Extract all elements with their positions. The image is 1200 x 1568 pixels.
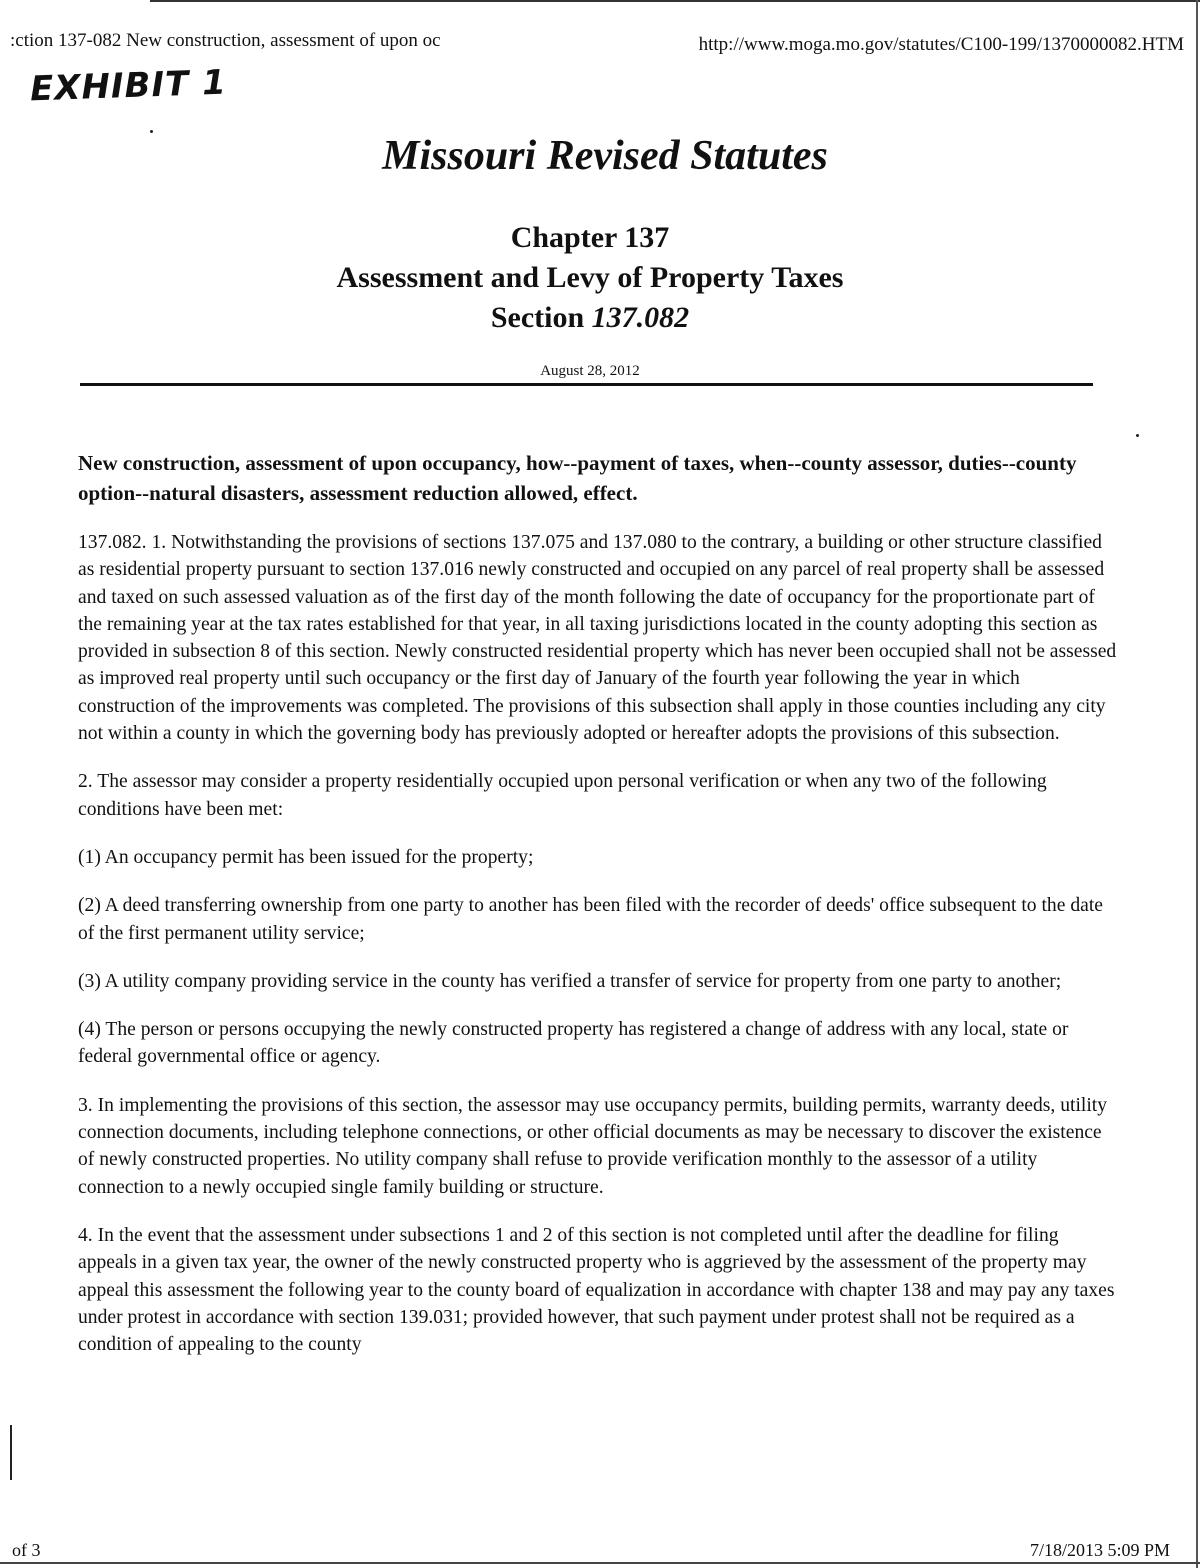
section-number: 137.082 — [591, 301, 690, 334]
section-label: Section — [490, 301, 585, 334]
scan-edge-top — [150, 0, 1200, 8]
paragraph-subsection-4: 4. In the event that the assessment under subsections 1 and 2 of this section is not completed until after the deadline for filing appeals in a given tax year, the owner of the newly constructed property who is aggrieved by the assessment of the property may appeal this assessment the following year to the county board of equalization in accordance with chapter 138 and may pay any taxes under protest in accordance with section 139.031; provided however, that such payment under protest shall not be required as a condition of appealing to the county — [78, 1224, 1115, 1356]
scan-edge-right — [1196, 0, 1198, 1568]
section-line — [0, 298, 1180, 338]
paragraph-subsection-1: 137.082. 1. Notwithstanding the provisions of sections 137.075 and 137.080 to the contrary, a building or other structure classified as residential property pursuant to section 137.016 newly constructed and occupied on any parcel of real property shall be assessed and taxed on such assessed valuation as of the first day of the month following the date of occupancy for the proportionate part of the remaining year at the tax rates established for that year, in all taxing jurisdictions located in the county adopting this section as provided in subsection 8 of this section. Newly constructed residential property which has never been occupied shall not be assessed as improved real property until such occupancy or the first day of January of the fourth year following the year in which construction of the improvements was completed. The provisions of this subsection shall apply in those counties including any city not within a county in which the governing body has previously adopted or hereafter adopts the provisions of this subsection. — [78, 532, 1117, 745]
chapter-title: Assessment and Levy of Property Taxes — [336, 261, 844, 294]
title-divider — [80, 383, 1093, 386]
paragraph-condition-3: (3) A utility company providing service in the county has verified a transfer of service for property from one party to another; — [78, 970, 1062, 992]
scan-margin-mark — [10, 1425, 12, 1480]
paragraph-condition-2: (2) A deed transferring ownership from one party to another has been filed with the recorder of deeds' office subsequent to the date of the first permanent utility service; — [78, 895, 1103, 944]
paragraph-subsection-2: 2. The assessor may consider a property residentially occupied upon personal verification or when any two of the following conditions have been met: — [78, 771, 1047, 820]
print-header-title: :ction 137-082 New construction, assessment of upon oc — [10, 30, 441, 51]
statute-body — [78, 529, 1118, 1379]
effective-date: August 28, 2012 — [540, 363, 640, 379]
document-title: Missouri Revised Statutes — [382, 133, 828, 179]
chapter-number: Chapter 137 — [510, 221, 670, 254]
exhibit-stamp: EXHIBIT 1 — [29, 62, 228, 110]
print-footer-page: of 3 — [12, 1540, 41, 1560]
chapter-block — [0, 218, 1180, 338]
paragraph-condition-4: (4) The person or persons occupying the newly constructed property has registered a change of address with any local, state or federal governmental office or agency. — [78, 1019, 1069, 1068]
paragraph-condition-1: (1) An occupancy permit has been issued for the property; — [78, 846, 534, 868]
print-header-url: http://www.moga.mo.gov/statutes/C100-199/1370000082.HTM — [698, 34, 1184, 55]
scan-edge-bottom — [0, 1562, 1200, 1564]
paragraph-subsection-3: 3. In implementing the provisions of this section, the assessor may use occupancy permits, building permits, warranty deeds, utility connection documents, including telephone connections, or other official documents as may be necessary to discover the existence of newly constructed properties. No utility company shall refuse to provide verification monthly to the assessor of a utility connection to a newly occupied single family building or structure. — [78, 1094, 1108, 1198]
scan-speck — [1136, 434, 1139, 437]
print-footer-timestamp: 7/18/2013 5:09 PM — [1029, 1540, 1170, 1560]
section-heading: New construction, assessment of upon occupancy, how--payment of taxes, when--county assessor, duties--county option--natural disasters, assessment reduction allowed, effect. — [78, 451, 1077, 505]
